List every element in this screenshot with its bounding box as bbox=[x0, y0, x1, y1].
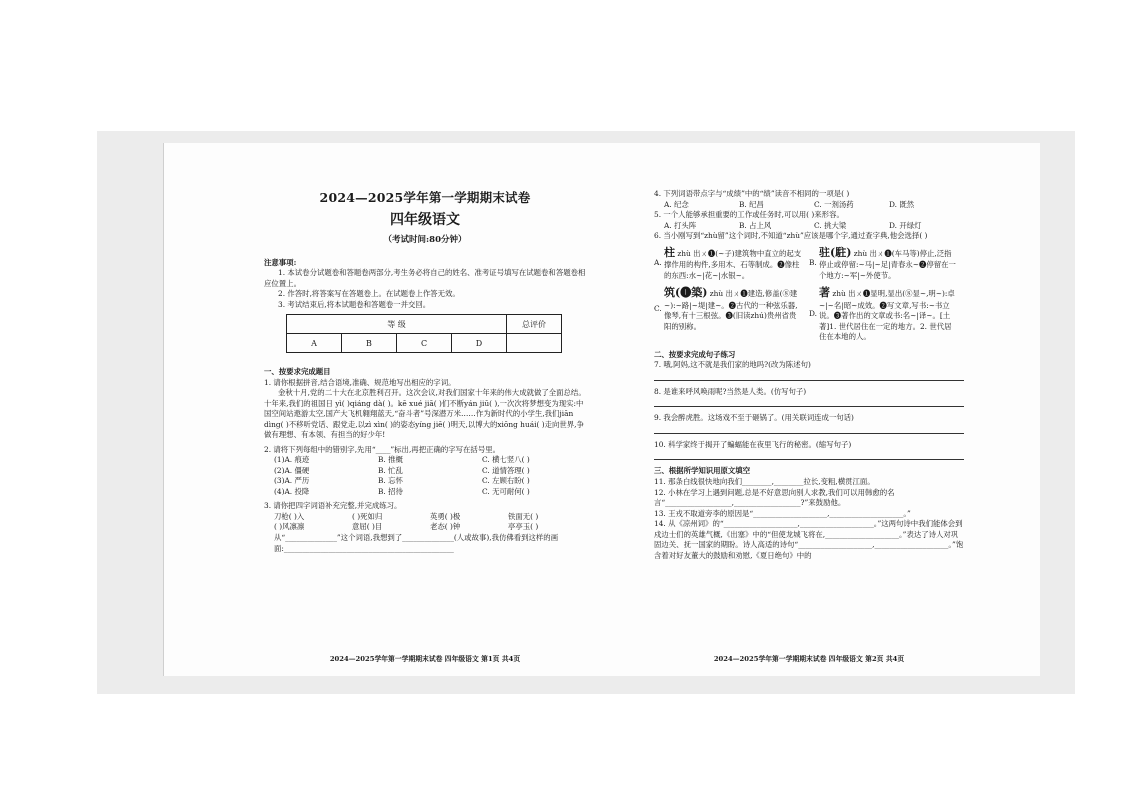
section-one-title: 一、按要求完成题目 bbox=[264, 367, 331, 377]
question-1-passage: 金秋十月,党的二十大在北京胜利召开。这次会议,对我们国家十年来的伟大成就做了全面总结。十年来,我们的祖国日 yì( )qiáng dà( )。kē xué jiā( )们不断yán jiū( ),一次次将梦想变为现实:中国空间站遨游太空,国产大飞机翱翔蓝天,“奋斗者”号深潜万米……作为新时代的小学生,我们jiān dìng( )不移听党话、跟党走,以zì xìn( )的姿态yíng jiē( )明天,以博大的xiōng huái( )走向世界,争做有理想、有本领、有担当的好少年! bbox=[264, 388, 586, 440]
q2-row bbox=[264, 466, 586, 477]
q2-option: (1)A. 痕迹 bbox=[274, 455, 310, 465]
q2-option: C. 道情答理( ) bbox=[482, 465, 530, 475]
grade-table bbox=[286, 314, 562, 353]
q4-option: B. 纪昌 bbox=[739, 199, 764, 209]
q2-option: (2)A. 僵硬 bbox=[274, 465, 310, 475]
grade-col-c: C bbox=[397, 334, 452, 353]
question-5: 5. 一个人能够承担重要的工作或任务时,可以用( )来形容。 bbox=[654, 210, 844, 220]
entry-definition: zhù 出ㄨ❶(车马等)停止,泛指停止或停留:~马|~足|青春永~❷停留在一个地方:~军|~外使节。 bbox=[819, 248, 956, 280]
dictionary-column bbox=[809, 245, 964, 347]
page-two-footer: 2024—2025学年第一学期期末试卷 四年级语文 第2页 共4页 bbox=[713, 655, 905, 663]
q2-option: C. 无可耐何( ) bbox=[482, 486, 530, 496]
notice-item: 1. 本试卷分试题卷和答题卷两部分,考生务必将自己的姓名、准考证号填写在试题卷和答题卷相应位置上。 bbox=[264, 268, 586, 288]
q4-option: A. 纪念 bbox=[664, 199, 689, 209]
q2-option: (4)A. 投降 bbox=[274, 486, 310, 496]
q5-option: B. 占上风 bbox=[739, 220, 772, 230]
question-8: 8. 是谁来呼风唤雨呢?当然是人类。(仿写句子) bbox=[654, 386, 807, 396]
q4-options bbox=[654, 200, 964, 211]
total-eval-cell bbox=[507, 334, 562, 353]
question-11: 11. 那条白线很快地向我们________,________拉长,变粗,横贯江面。 bbox=[654, 476, 875, 486]
q3-row bbox=[264, 522, 586, 533]
q3-idiom: 铁面无( ) bbox=[508, 511, 539, 521]
entry-char: 柱 bbox=[664, 245, 675, 259]
question-13: 13. 王戎不取道旁李的原因是“____________________,____________________。” bbox=[654, 508, 911, 518]
exam-time: （考试时间:80分钟） bbox=[383, 234, 467, 245]
option-label: B. bbox=[809, 257, 817, 267]
entry-char: 驻(駐) bbox=[819, 245, 852, 259]
grade-col-b: B bbox=[342, 334, 397, 353]
q2-row bbox=[264, 455, 586, 466]
question-10: 10. 科学家终于揭开了蝙蝠能在夜里飞行的秘密。(缩写句子) bbox=[654, 439, 852, 449]
question-9: 9. 我会醉虎胜。这场戏不至于砸锅了。(用关联词连成一句话) bbox=[654, 413, 854, 423]
question-4: 4. 下列词语带点字与“成绩”中的“绩”读音不相同的一项是( ) bbox=[654, 189, 850, 198]
q3-idiom: 意屈( )目 bbox=[352, 522, 383, 532]
q2-option: B. 忙乱 bbox=[378, 465, 403, 475]
section-three-title: 三、根据所学知识用原文填空 bbox=[654, 466, 751, 476]
q3-idiom: ( )死如归 bbox=[352, 511, 383, 521]
question-3: 3. 请你把四字词语补充完整,并完成练习。 bbox=[264, 501, 402, 511]
q3-idiom: 老态( )钟 bbox=[430, 522, 461, 532]
entry-text bbox=[664, 285, 803, 332]
grade-col-d: D bbox=[452, 334, 507, 353]
option-label: D. bbox=[809, 308, 818, 318]
q5-option: D. 开绿灯 bbox=[889, 220, 922, 230]
total-eval-header: 总评价 bbox=[507, 315, 562, 334]
answer-line bbox=[654, 450, 964, 460]
dictionary-entry-b bbox=[809, 245, 958, 282]
question-2: 2. 请将下列每组中的错别字,先用“____”标出,再把正确的字写在括号里。 bbox=[264, 444, 500, 454]
q2-option: C. 左顾右盼( ) bbox=[482, 476, 530, 486]
dictionary-entry-a bbox=[654, 245, 803, 282]
page-two bbox=[654, 143, 964, 676]
q2-row bbox=[264, 487, 586, 498]
q5-options bbox=[654, 221, 964, 232]
section-two-title: 二、按要求完成句子练习 bbox=[654, 349, 736, 359]
entry-char: 著 bbox=[819, 286, 830, 300]
q4-option: C. 一剂汤药 bbox=[814, 199, 854, 209]
entry-definition: zhù 出ㄨ❶(~子)建筑物中直立的起支撑作用的构件,多用木、石等制成。❷像柱的东西:水~|花~|水银~。 bbox=[664, 248, 802, 280]
entry-definition: zhù 出ㄨ❶显明,显出(⑧显~,明~):卓~|~名|昭~成效。❷写文章,写书:~书立说。❸著作出的文章或书:名~|译~。[土著]1. 世代居住在一定的地方。2. 世代居住在本地的人。 bbox=[819, 289, 955, 342]
question-7: 7. 哦,阿妈,这不就是我们家的地吗?(改为陈述句) bbox=[654, 360, 811, 370]
entry-char: 筑(❶築) bbox=[664, 286, 708, 300]
entry-text bbox=[664, 245, 803, 282]
entry-text bbox=[819, 285, 958, 343]
q3-row bbox=[264, 512, 586, 523]
q3-idiom: ( )风凛凛 bbox=[274, 522, 305, 532]
page-one bbox=[264, 143, 586, 676]
dictionary-entry-c bbox=[654, 285, 803, 332]
dictionary-column bbox=[654, 245, 809, 347]
q5-option: C. 挑大梁 bbox=[814, 220, 847, 230]
q2-option: B. 推概 bbox=[378, 455, 403, 465]
question-3-tail: 从“______________”这个词语,我想到了______________(人或故事),我仿佛看到这样的画面:______________________________________________ bbox=[274, 533, 559, 553]
answer-line bbox=[654, 371, 964, 381]
question-14: 14. 从《凉州词》的“____________________,____________________。”这两句诗中我们能体会到戍边士们的英雄气概,《出塞》中的“但使龙城飞将在,____________________。”表达了诗人对巩固边关、抚一国家的期盼。诗人高适的诗句“____________________,____________________。”饱含着对好友董大的鼓励和劝慰,《夏日绝句》中的 bbox=[654, 519, 964, 560]
option-label: C. bbox=[654, 303, 662, 313]
q5-option: A. 打头阵 bbox=[664, 220, 697, 230]
grade-col-a: A bbox=[287, 334, 342, 353]
exam-title: 2024—2025学年第一学期期末试卷 bbox=[319, 190, 531, 205]
subject-title: 四年级语文 bbox=[390, 211, 460, 228]
notice-item: 2. 作答时,将答案写在答题卷上。在试题卷上作答无效。 bbox=[278, 289, 460, 299]
q2-option: (3)A. 严历 bbox=[274, 476, 310, 486]
exam-sheet bbox=[163, 143, 1040, 676]
entry-definition: zhù 出ㄨ❶建造,修盖(⑧建~):~路|~堤|建~。❷古代的一种弦乐器,像琴,有十三根弦。❸(旧读zhú)贵州省贵阳的别称。 bbox=[664, 289, 798, 331]
entry-text bbox=[819, 245, 958, 282]
question-1: 1. 请你根据拼音,结合语境,准确、规范地写出相应的字词。 bbox=[264, 377, 456, 387]
q2-option: B. 忘怀 bbox=[378, 476, 403, 486]
answer-line bbox=[654, 397, 964, 407]
dictionary-entry-d bbox=[809, 285, 958, 343]
q2-option: B. 招待 bbox=[378, 486, 403, 496]
q2-row bbox=[264, 476, 586, 487]
question-6: 6. 当小刚写到“zhù留”这个词时,不知道“zhù”应该是哪个字,通过查字典,他会选择( ) bbox=[654, 231, 928, 241]
q3-idiom: 英勇( )极 bbox=[430, 511, 461, 521]
grade-header: 等 级 bbox=[287, 315, 507, 334]
q3-idiom: 刀枪( )入 bbox=[274, 511, 305, 521]
q2-option: C. 横七竖八( ) bbox=[482, 455, 530, 465]
notice-item: 3. 考试结束后,将本试题卷和答题卷一并交回。 bbox=[278, 299, 431, 309]
answer-line bbox=[654, 424, 964, 434]
option-label: A. bbox=[654, 257, 662, 267]
q4-option: D. 既然 bbox=[889, 199, 915, 209]
page-one-footer: 2024—2025学年第一学期期末试卷 四年级语文 第1页 共4页 bbox=[329, 655, 521, 663]
question-12: 12. 小林在学习上遇到问题,总是不好意思向别人求教,我们可以用韩愈的名言“__________________,__________________?”来鼓励他。 bbox=[654, 487, 895, 508]
notice-title: 注意事项: bbox=[264, 257, 297, 267]
dictionary-options bbox=[654, 245, 964, 347]
q3-idiom: 亭亭玉( ) bbox=[508, 522, 539, 532]
